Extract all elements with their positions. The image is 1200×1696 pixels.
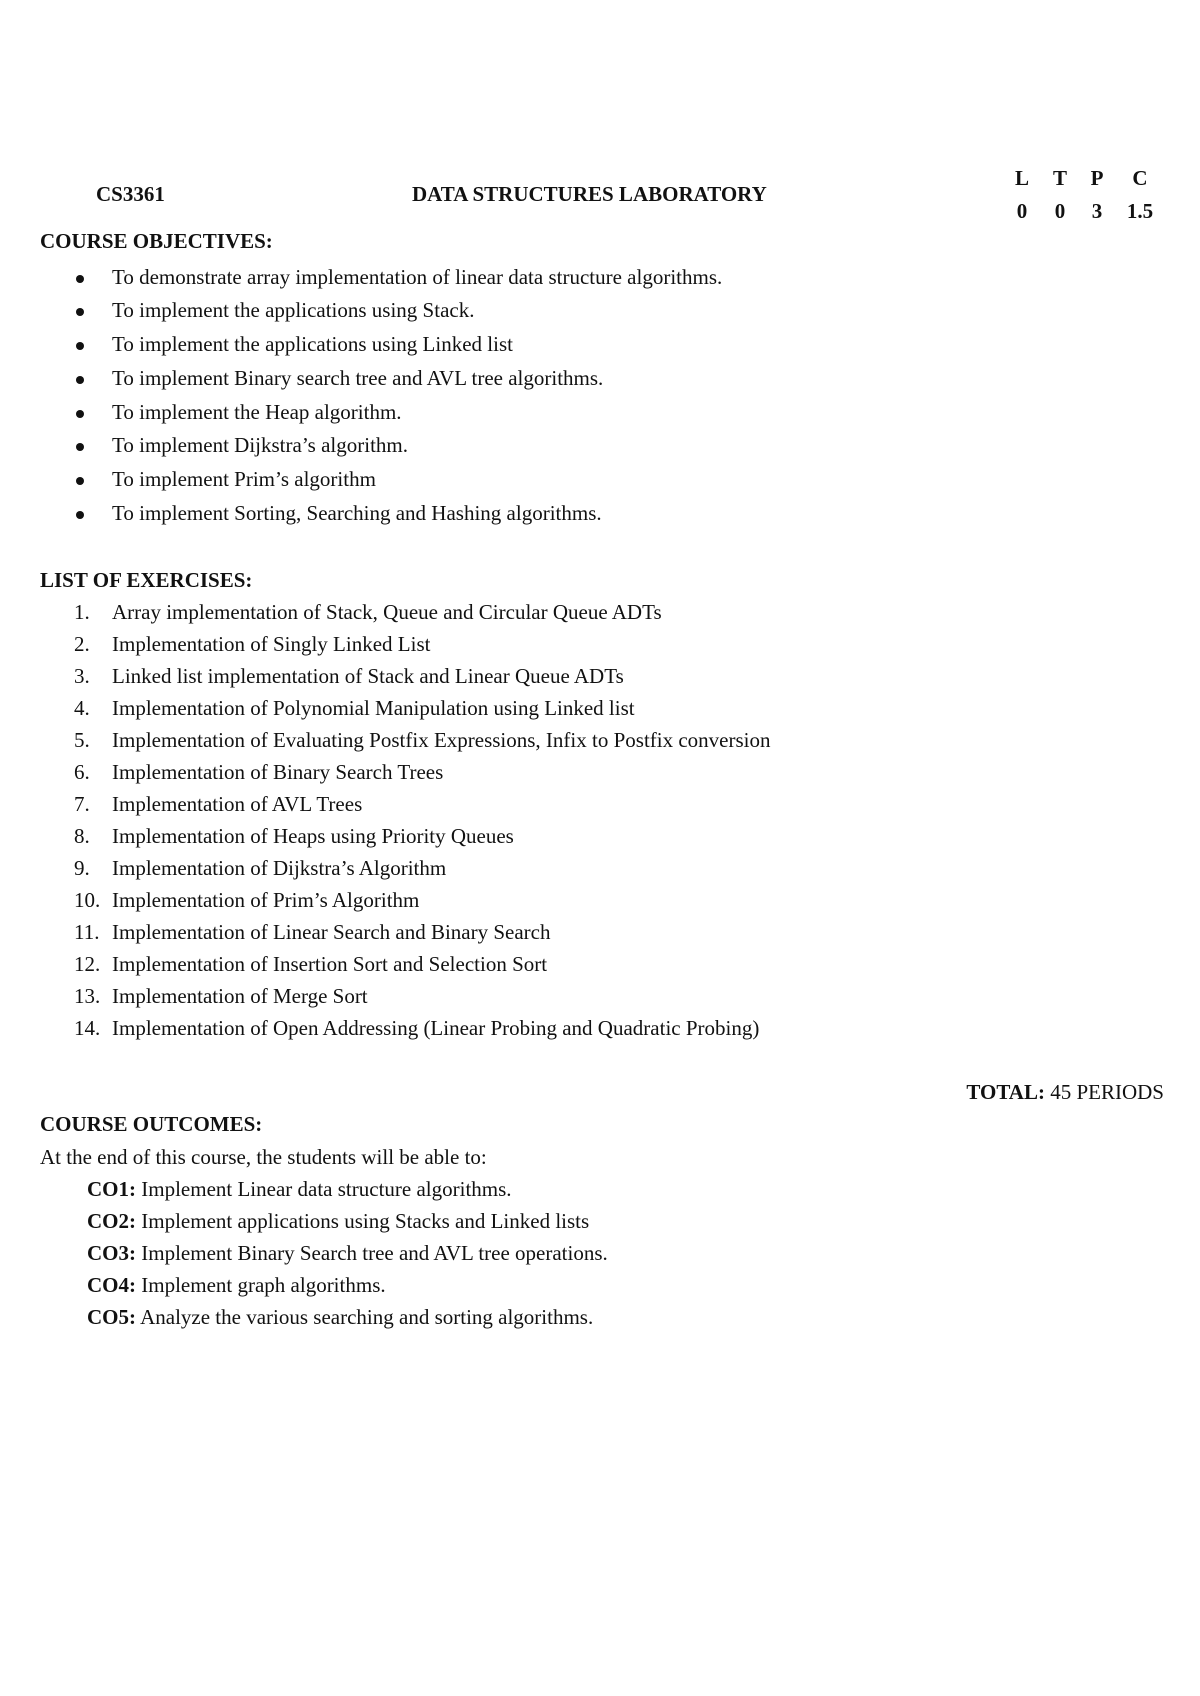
objective-text: To implement the Heap algorithm. bbox=[112, 400, 402, 424]
outcome-item bbox=[87, 1241, 608, 1266]
ltpc-value-l: 0 bbox=[1016, 199, 1028, 223]
outcome-code: CO3: bbox=[87, 1241, 136, 1265]
exercise-text: Implementation of AVL Trees bbox=[112, 792, 363, 816]
ltpc-value-p: 3 bbox=[1091, 199, 1103, 223]
exercise-number: 7. bbox=[74, 792, 90, 816]
exercise-number: 2. bbox=[74, 632, 90, 656]
outcome-text: Implement Binary Search tree and AVL tree operations. bbox=[141, 1241, 608, 1265]
exercise-number: 3. bbox=[74, 664, 90, 688]
outcome-text: Implement applications using Stacks and Linked lists bbox=[141, 1209, 590, 1233]
ltpc-label-t: T bbox=[1052, 166, 1067, 190]
course-title: DATA STRUCTURES LABORATORY bbox=[412, 182, 767, 206]
bullet-icon bbox=[76, 342, 84, 350]
outcome-code: CO1: bbox=[87, 1177, 136, 1201]
exercise-item bbox=[74, 600, 662, 630]
exercise-text: Implementation of Prim’s Algorithm bbox=[112, 888, 420, 912]
exercises-heading: LIST OF EXERCISES: bbox=[40, 568, 253, 592]
bullet-icon bbox=[76, 376, 84, 384]
objective-text: To demonstrate array implementation of linear data structure algorithms. bbox=[112, 265, 723, 289]
outcome-code: CO4: bbox=[87, 1273, 136, 1297]
bullet-icon bbox=[76, 443, 84, 451]
ltpc-value-t: 0 bbox=[1054, 199, 1066, 223]
outcomes-heading: COURSE OUTCOMES: bbox=[40, 1112, 263, 1136]
exercise-number: 8. bbox=[74, 824, 90, 848]
ltpc-label-p: P bbox=[1090, 166, 1104, 190]
exercise-text: Linked list implementation of Stack and Linear Queue ADTs bbox=[112, 664, 624, 688]
exercise-text: Implementation of Open Addressing (Linear Probing and Quadratic Probing) bbox=[112, 1016, 760, 1040]
exercise-item bbox=[74, 856, 446, 886]
exercise-number: 11. bbox=[74, 920, 100, 944]
objective-text: To implement Binary search tree and AVL tree algorithms. bbox=[112, 366, 604, 390]
exercise-text: Implementation of Insertion Sort and Selection Sort bbox=[112, 952, 548, 976]
exercise-item bbox=[74, 824, 514, 854]
outcome-item bbox=[87, 1209, 589, 1234]
ltpc-label-l: L bbox=[1014, 166, 1029, 190]
exercise-number: 9. bbox=[74, 856, 90, 880]
exercise-item bbox=[74, 728, 771, 758]
exercise-number: 6. bbox=[74, 760, 90, 784]
exercise-text: Implementation of Linear Search and Binary Search bbox=[112, 920, 551, 944]
exercise-item bbox=[74, 1016, 759, 1046]
course-code: CS3361 bbox=[96, 182, 165, 206]
exercise-item bbox=[74, 920, 551, 950]
exercise-text: Implementation of Polynomial Manipulation using Linked list bbox=[112, 696, 635, 720]
bullet-icon bbox=[76, 275, 84, 283]
exercise-item bbox=[74, 664, 624, 694]
objective-text: To implement the applications using Stack. bbox=[112, 298, 475, 322]
bullet-icon bbox=[76, 477, 84, 485]
outcome-code: CO2: bbox=[87, 1209, 136, 1233]
ltpc-value-c: 1.5 bbox=[1126, 199, 1154, 223]
outcome-text: Implement Linear data structure algorithms. bbox=[141, 1177, 512, 1201]
outcome-item bbox=[87, 1305, 593, 1330]
exercise-number: 12. bbox=[74, 952, 101, 976]
exercise-item bbox=[74, 888, 419, 918]
exercise-text: Implementation of Binary Search Trees bbox=[112, 760, 444, 784]
exercise-text: Implementation of Merge Sort bbox=[112, 984, 368, 1008]
outcome-text: Implement graph algorithms. bbox=[141, 1273, 386, 1297]
exercise-item bbox=[74, 952, 547, 982]
exercise-item bbox=[74, 696, 635, 726]
outcome-code: CO5: bbox=[87, 1305, 136, 1329]
exercise-item bbox=[74, 760, 443, 790]
outcome-item bbox=[87, 1177, 512, 1202]
exercise-item bbox=[74, 792, 362, 822]
outcomes-intro: At the end of this course, the students will be able to: bbox=[40, 1145, 487, 1169]
outcome-text: Analyze the various searching and sorting algorithms. bbox=[140, 1305, 594, 1329]
ltpc-label-c: C bbox=[1132, 166, 1148, 190]
total-value: 45 PERIODS bbox=[1050, 1080, 1164, 1104]
bullet-icon bbox=[76, 511, 84, 519]
bullet-icon bbox=[76, 410, 84, 418]
exercise-text: Implementation of Heaps using Priority Queues bbox=[112, 824, 514, 848]
objective-text: To implement the applications using Linked list bbox=[112, 332, 513, 356]
exercise-number: 10. bbox=[74, 888, 101, 912]
exercise-number: 4. bbox=[74, 696, 90, 720]
objective-text: To implement Sorting, Searching and Hashing algorithms. bbox=[112, 501, 602, 525]
exercise-item bbox=[74, 632, 430, 662]
exercise-number: 5. bbox=[74, 728, 90, 752]
exercise-number: 1. bbox=[74, 600, 90, 624]
bullet-icon bbox=[76, 308, 84, 316]
objective-text: To implement Dijkstra’s algorithm. bbox=[112, 433, 408, 457]
exercise-text: Implementation of Evaluating Postfix Expressions, Infix to Postfix conversion bbox=[112, 728, 771, 752]
exercise-text: Implementation of Singly Linked List bbox=[112, 632, 431, 656]
objective-text: To implement Prim’s algorithm bbox=[112, 467, 376, 491]
exercise-text: Implementation of Dijkstra’s Algorithm bbox=[112, 856, 447, 880]
exercise-item bbox=[74, 984, 368, 1014]
exercise-number: 14. bbox=[74, 1016, 101, 1040]
objectives-heading: COURSE OBJECTIVES: bbox=[40, 229, 273, 253]
total-periods bbox=[966, 1080, 1164, 1105]
exercise-number: 13. bbox=[74, 984, 101, 1008]
total-label: TOTAL: bbox=[966, 1080, 1045, 1104]
outcome-item bbox=[87, 1273, 386, 1298]
exercise-text: Array implementation of Stack, Queue and Circular Queue ADTs bbox=[112, 600, 662, 624]
